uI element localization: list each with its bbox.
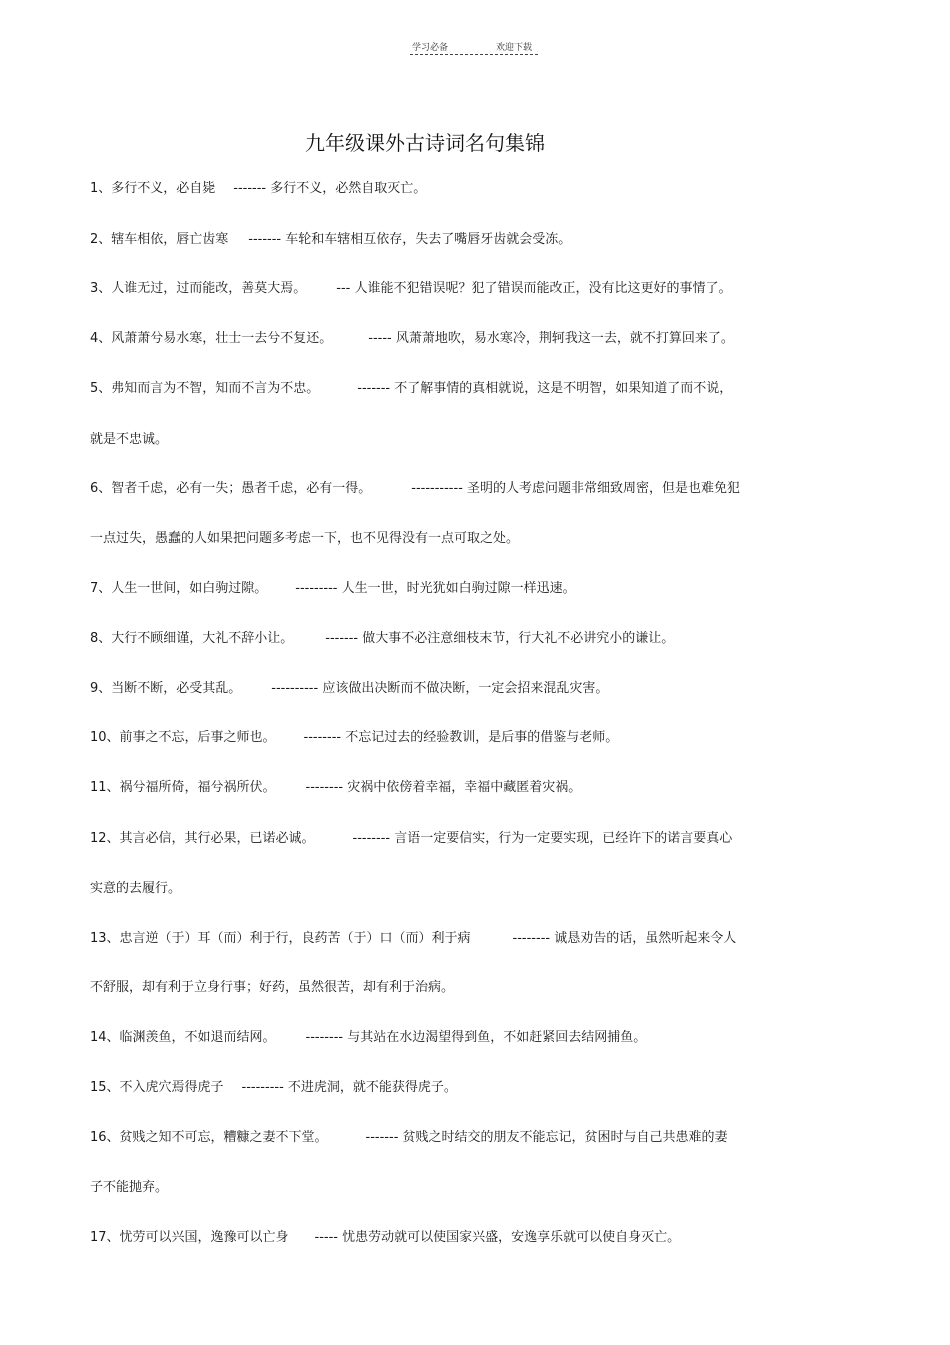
header-divider [410,54,538,55]
quote-line [90,677,608,696]
quote-original: 15、不入虎穴焉得虎子 [90,1080,224,1095]
quote-translation: -------- 诚恳劝告的话，虽然听起来令人 [512,931,737,946]
quote-original: 14、临渊羡鱼，不如退而结网。 [90,1030,276,1045]
quote-original: 13、忠言逆（于）耳（而）利于行，良药苦（于）口（而）利于病 [90,931,471,946]
header-left-text: 学习必备 [412,43,449,53]
quote-translation: ------- 多行不义，必然自取灭亡。 [233,181,427,196]
quote-line [90,228,571,247]
quote-original: 17、忧劳可以兴国，逸豫可以亡身 [90,1230,289,1245]
quote-line [90,627,674,646]
quote-original: 8、大行不顾细谨，大礼不辞小让。 [90,631,294,646]
quote-translation: 实意的去履行。 [90,881,182,896]
quote-translation: --------- 不进虎洞，就不能获得虎子。 [241,1080,457,1095]
quote-original: 9、当断不断，必受其乱。 [90,681,242,696]
quote-original: 5、弗知而言为不智，知而不言为不忠。 [90,381,320,396]
quote-original: 2、辖车相依，唇亡齿寒 [90,232,229,247]
quote-translation: --- 人谁能不犯错误呢？犯了错误而能改正，没有比这更好的事情了。 [336,281,732,296]
quote-original: 10、前事之不忘，后事之师也。 [90,730,276,745]
quote-line [90,1126,728,1145]
quote-translation: 子不能抛弃。 [90,1180,169,1195]
quote-translation: ----- 风萧萧地吹，易水寒冷，荆轲我这一去，就不打算回来了。 [368,331,734,346]
quote-translation: ------- 车轮和车辖相互依存，失去了嘴唇牙齿就会受冻。 [248,232,572,247]
quote-original: 1、多行不义，必自毙 [90,181,216,196]
quote-translation: ------- 做大事不必注意细枝末节，行大礼不必讲究小的谦让。 [325,631,675,646]
quote-line [90,577,576,596]
quote-line [90,377,732,396]
quote-translation: --------- 人生一世，时光犹如白驹过隙一样迅速。 [295,581,576,596]
quote-translation: 不舒服，却有利于立身行事；好药，虽然很苦，却有利于治病。 [90,980,455,995]
quote-line [90,776,581,795]
header-right-text: 欢迎下载 [496,43,533,53]
quote-original: 3、人谁无过，过而能改，善莫大焉。 [90,281,307,296]
quote-original: 12、其言必信，其行必果，已诺必诚。 [90,831,315,846]
quote-original: 7、人生一世间，如白驹过隙。 [90,581,268,596]
quote-translation: ---------- 应该做出决断而不做决断，一定会招来混乱灾害。 [271,681,609,696]
quote-translation: ------- 不了解事情的真相就说，这是不明智，如果知道了而不说， [357,381,733,396]
quote-translation: ----------- 圣明的人考虑问题非常细致周密，但是也难免犯 [411,481,741,496]
quote-line [90,177,426,196]
quote-translation: -------- 与其站在水边渴望得到鱼，不如赶紧回去结网捕鱼。 [305,1030,647,1045]
quote-original: 16、贫贱之知不可忘，糟糠之妻不下堂。 [90,1130,328,1145]
quote-line [90,927,736,946]
quote-translation: -------- 不忘记过去的经验教训，是后事的借鉴与老师。 [303,730,619,745]
quote-translation: -------- 言语一定要信实，行为一定要实现，已经许下的诺言要真心 [352,831,733,846]
page-title: 九年级课外古诗词名句集锦 [305,131,545,155]
quote-line [90,1076,457,1095]
quote-line [90,1226,680,1245]
quote-line [90,1026,646,1045]
quote-line [90,277,732,296]
quote-line [90,477,740,496]
quote-original: 4、风萧萧兮易水寒，壮士一去兮不复还。 [90,331,333,346]
quote-translation: 就是不忠诚。 [90,432,169,447]
quote-line [90,877,181,896]
quote-translation: 一点过失，愚蠢的人如果把问题多考虑一下，也不见得没有一点可取之处。 [90,531,520,546]
quote-translation: ----- 忧患劳动就可以使国家兴盛，安逸享乐就可以使自身灭亡。 [314,1230,681,1245]
quote-line [90,527,519,546]
quote-line [90,827,732,846]
quote-line [90,428,168,447]
quote-line [90,726,618,745]
quote-line [90,327,734,346]
quote-line [90,1176,168,1195]
quote-original: 11、祸兮福所倚，福兮祸所伏。 [90,780,276,795]
quote-line [90,976,454,995]
quote-translation: ------- 贫贱之时结交的朋友不能忘记，贫困时与自己共患难的妻 [365,1130,728,1145]
quote-translation: -------- 灾祸中依傍着幸福，幸福中藏匿着灾祸。 [305,780,582,795]
quote-original: 6、智者千虑，必有一失；愚者千虑，必有一得。 [90,481,372,496]
